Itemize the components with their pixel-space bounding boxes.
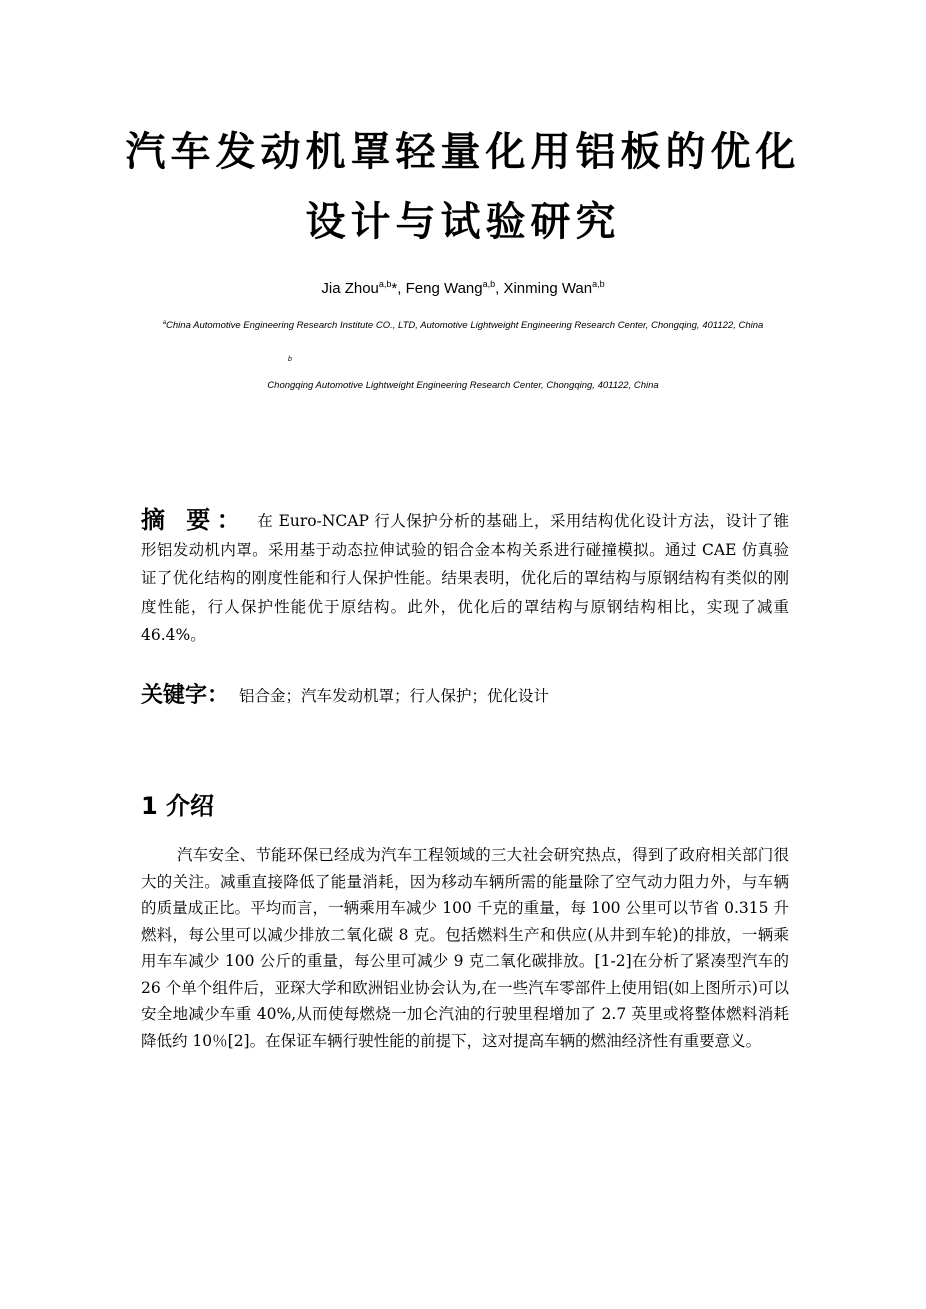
keywords-label: 关键字： [141,683,230,708]
keywords [141,680,789,712]
paper-title-line2: 设计与试验研究 [305,199,621,245]
author-name: Feng Wang [405,280,483,297]
affiliation-b-mark: b [288,356,292,363]
introduction-paragraph: 汽车安全、节能环保已经成为汽车工程领域的三大社会研究热点，得到了政府相关部门很大的关注。减重直接降低了能量消耗，因为移动车辆所需的能量除了空气动力阻力外，与车辆的质量成正比。平均而言，一辆乘用车减少 100 千克的重量，每 100 公里可以节省 0.315 升燃料，每公里可以减少排放二氧化碳 8 克。包括燃料生产和供应(从井到车轮)的排放，一辆乘用车车减少 100 公斤的重量，每公里可减少 9 克二氧化碳排放。[1-2]在分析了紧凑型汽车的 26 个单个组件后，亚琛大学和欧洲铝业协会认为,在一些汽车零部件上使用铝(如上图所示)可以安全地减少车重 40%,从而使每燃烧一加仑汽油的行驶里程增加了 2.7 英里或将整体燃料消耗降低约 10％[2]。在保证车辆行驶性能的前提下，这对提高车辆的燃油经济性有重要意义。 [141,846,789,1050]
author-affiliation-sup: a,b [482,279,496,289]
abstract [141,506,789,650]
affiliation-a [100,320,826,332]
section-heading-introduction: 1 介绍 [141,792,215,820]
author-name: Xinming Wan [503,280,593,297]
author-separator: , [397,280,406,297]
keywords-text: 铝合金；汽车发动机罩；行人保护；优化设计 [239,687,550,705]
affiliation-b-text: Chongqing Automotive Lightweight Engineering Research Center, Chongqing, 401122, China [267,380,659,391]
abstract-label: 摘 要： [141,506,248,534]
author-separator: , [495,280,504,297]
author-name: Jia Zhou [321,280,379,297]
abstract-text: 在 Euro-NCAP 行人保护分析的基础上，采用结构优化设计方法，设计了锥形铝发动机内罩。采用基于动态拉伸试验的铝合金本构关系进行碰撞模拟。通过 CAE 仿真验证了优化结构的刚度性能和行人保护性能。结果表明，优化后的罩结构与原钢结构有类似的刚度性能，行人保护性能优于原结构。此外，优化后的罩结构与原钢结构相比，实现了减重 46.4%。 [141,512,789,644]
author-list [100,280,826,298]
paper-title-line1: 汽车发动机罩轻量化用铝板的优化 [125,129,801,175]
affiliation-a-text: China Automotive Engineering Research Institute CO., LTD, Automotive Lightweight Engineering Research Center, Chongqing, 401122, China [166,320,764,331]
author-affiliation-sup: a,b [378,279,392,289]
author-affiliation-sup: a,b [592,279,605,289]
corresponding-author-mark: * [391,280,398,297]
affiliation-a-mark: a [162,320,167,326]
